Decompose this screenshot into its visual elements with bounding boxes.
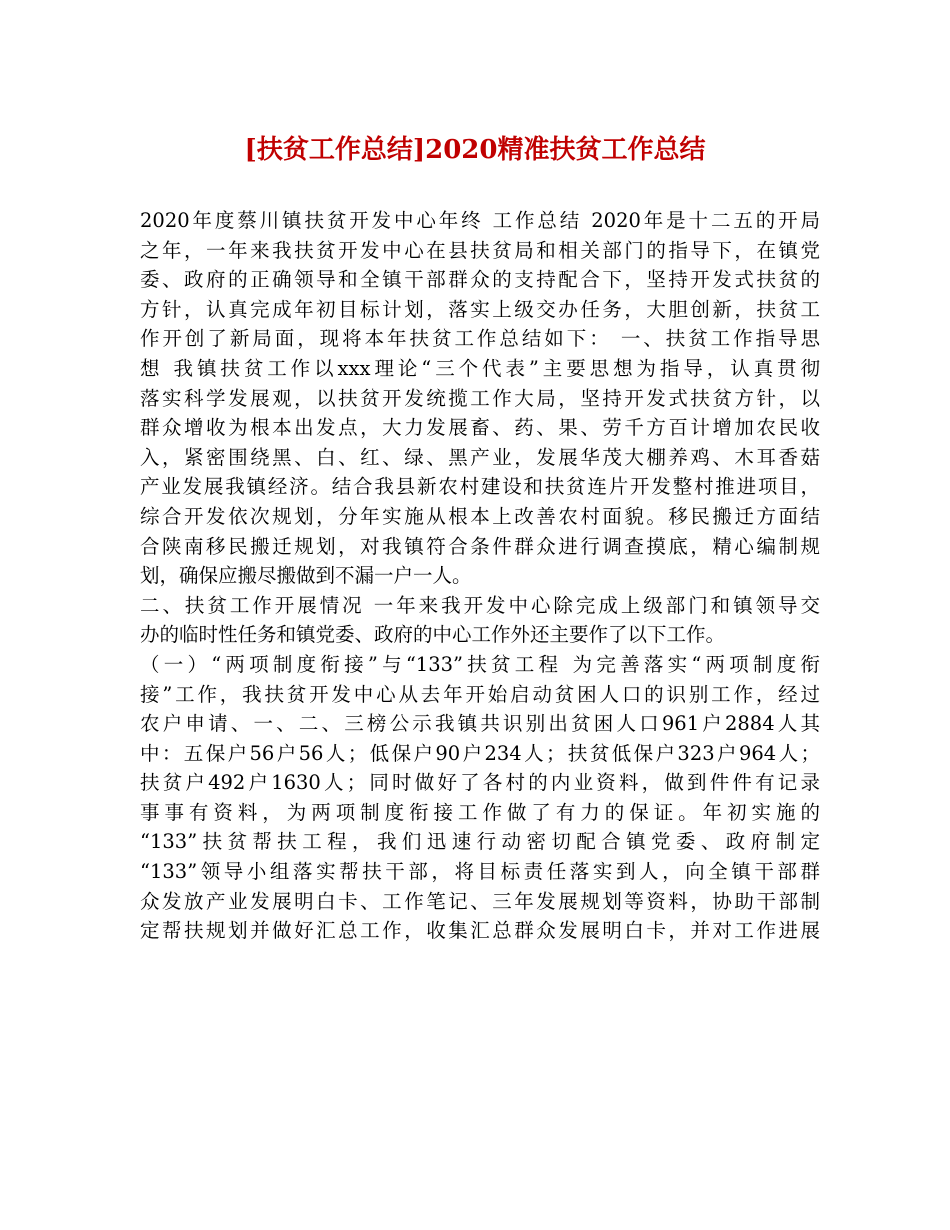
body-line: 事事有资料，为两项制度衔接工作做了有力的保证。年初实施的 xyxy=(140,800,820,824)
body-line: 落实科学发展观，以扶贫开发统揽工作大局，坚持开发式扶贫方针，以 xyxy=(140,386,820,410)
document-body xyxy=(140,206,820,946)
body-line: 产业发展我镇经济。结合我县新农村建设和扶贫连片开发整村推进项目， xyxy=(140,475,820,499)
body-line: 划，确保应搬尽搬做到不漏一户一人。 xyxy=(140,564,472,588)
body-line: 众发放产业发展明白卡、工作笔记、三年发展规划等资料，协助干部制 xyxy=(140,889,820,913)
body-line: 定帮扶规划并做好汇总工作，收集汇总群众发展明白卡，并对工作进展 xyxy=(140,919,820,943)
body-line: 作开创了新局面，现将本年扶贫工作总结如下： 一、扶贫工作指导思 xyxy=(140,327,820,351)
body-line: 想 我镇扶贫工作以xxx理论“三个代表”主要思想为指导，认真贯彻 xyxy=(140,356,820,380)
body-line: 办的临时性任务和镇党委、政府的中心工作外还主要作了以下工作。 xyxy=(140,623,726,647)
body-line: 综合开发依次规划，分年实施从根本上改善农村面貌。移民搬迁方面结 xyxy=(140,504,820,528)
body-line: 方针，认真完成年初目标计划，落实上级交办任务，大胆创新，扶贫工 xyxy=(140,297,820,321)
body-line: 二、扶贫工作开展情况 一年来我开发中心除完成上级部门和镇领导交 xyxy=(140,593,820,617)
body-line: 农户申请、一、二、三榜公示我镇共识别出贫困人口961户2884人其 xyxy=(140,712,820,736)
body-line: 委、政府的正确领导和全镇干部群众的支持配合下，坚持开发式扶贫的 xyxy=(140,268,820,292)
body-line: 合陕南移民搬迁规划，对我镇符合条件群众进行调查摸底，精心编制规 xyxy=(140,534,820,558)
body-line: （一）“两项制度衔接”与“133”扶贫工程 为完善落实“两项制度衔 xyxy=(140,652,820,676)
body-line: 接”工作，我扶贫开发中心从去年开始启动贫困人口的识别工作，经过 xyxy=(140,682,820,706)
document-title: [扶贫工作总结]2020精准扶贫工作总结 xyxy=(244,135,706,165)
body-line: 群众增收为根本出发点，大力发展畜、药、果、劳千方百计增加农民收 xyxy=(140,416,820,440)
body-line: “133”扶贫帮扶工程，我们迅速行动密切配合镇党委、政府制定 xyxy=(140,830,820,854)
body-line: 中：五保户56户56人；低保户90户234人；扶贫低保户323户964人； xyxy=(140,741,820,765)
body-line: 2020年度蔡川镇扶贫开发中心年终 工作总结 2020年是十二五的开局 xyxy=(140,209,820,232)
body-line: 入，紧密围绕黑、白、红、绿、黑产业，发展华茂大棚养鸡、木耳香菇 xyxy=(140,445,820,469)
body-line: 之年，一年来我扶贫开发中心在县扶贫局和相关部门的指导下，在镇党 xyxy=(140,238,820,262)
body-line: “133”领导小组落实帮扶干部，将目标责任落实到人，向全镇干部群 xyxy=(140,860,820,884)
body-line: 扶贫户492户1630人；同时做好了各村的内业资料，做到件件有记录 xyxy=(140,771,820,795)
